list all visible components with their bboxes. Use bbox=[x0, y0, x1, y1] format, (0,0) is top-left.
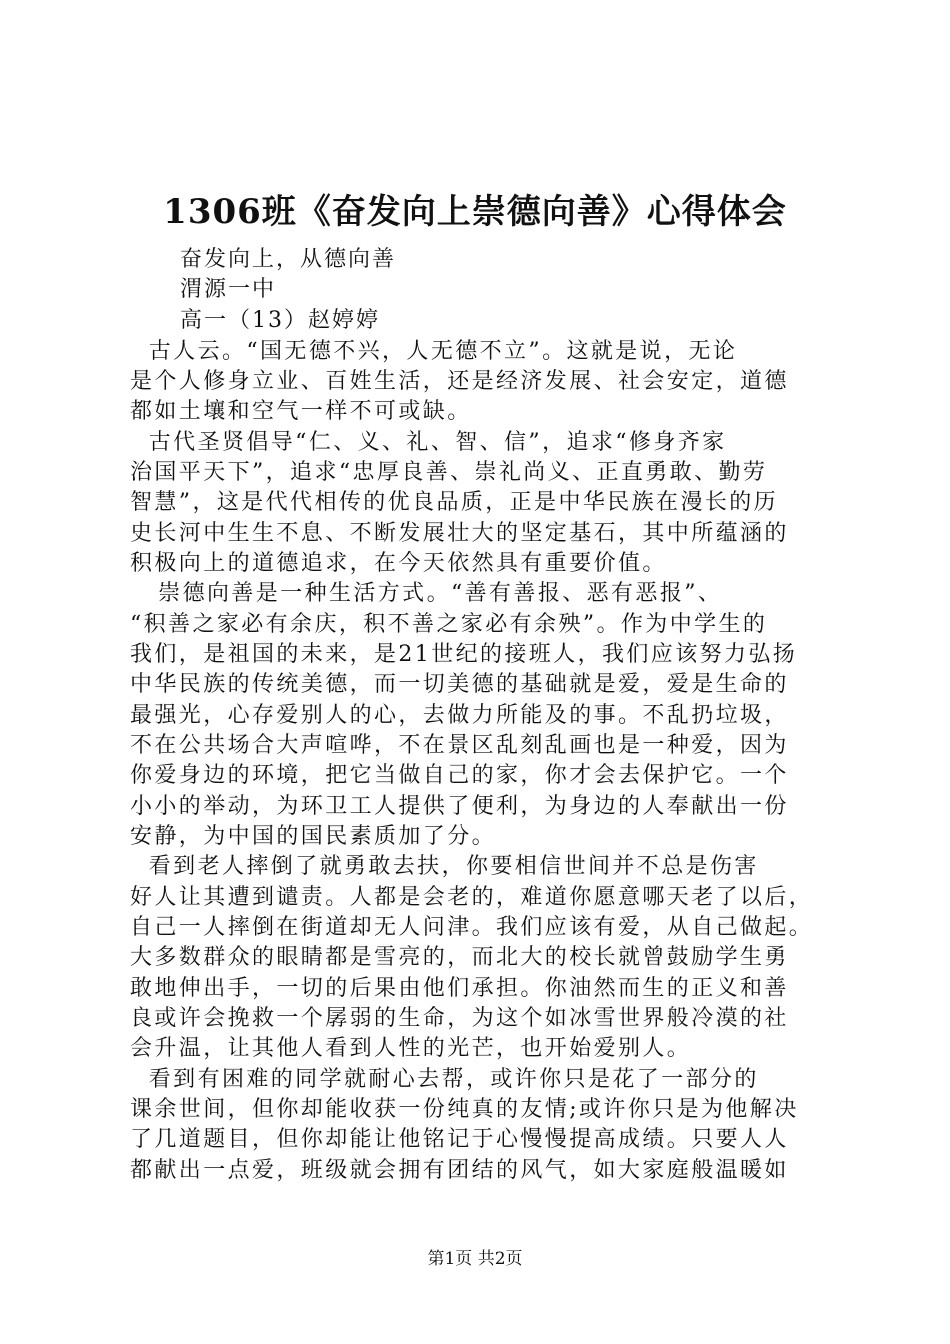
body-line: 敢地伸出手，一切的后果由他们承担。你油然而生的正义和善 bbox=[130, 976, 789, 1001]
body-line: 古代圣贤倡导“仁、义、礼、智、信”，追求“修身齐家 bbox=[130, 430, 727, 455]
body-line: 中华民族的传统美德，而一切美德的基础就是爱，爱是生命的 bbox=[130, 672, 789, 697]
body-line: 古人云。“国无德不兴，人无德不立”。这就是说，无论 bbox=[130, 339, 738, 364]
body-line: 我们，是祖国的未来，是21世纪的接班人，我们应该努力弘扬 bbox=[130, 642, 798, 667]
body-line: 史长河中生生不息、不断发展壮大的坚定基石，其中所蕴涵的 bbox=[130, 521, 789, 546]
body-line: 看到有困难的同学就耐心去帮，或许你只是花了一部分的 bbox=[130, 1067, 759, 1092]
author-line: 高一（13）赵婷婷 bbox=[180, 308, 380, 333]
body-line: 不在公共场合大声喧哗，不在景区乱刻乱画也是一种爱，因为 bbox=[130, 733, 789, 758]
school-line: 渭源一中 bbox=[180, 277, 277, 302]
body-line: 你爱身边的环境，把它当做自己的家，你才会去保护它。一个 bbox=[130, 763, 789, 788]
body-line: 看到老人摔倒了就勇敢去扶，你要相信世间并不总是伤害 bbox=[130, 854, 759, 879]
body-line: 积极向上的道德追求，在今天依然具有重要价值。 bbox=[130, 551, 667, 576]
document-title: 1306班《奋发向上崇德向善》心得体会 bbox=[163, 192, 787, 232]
subtitle-line: 奋发向上，从德向善 bbox=[180, 247, 397, 272]
body-line: 大多数群众的眼睛都是雪亮的，而北大的校长就曾鼓励学生勇 bbox=[130, 945, 789, 970]
body-line: 崇德向善是一种生活方式。“善有善报、恶有恶报”、 bbox=[130, 581, 723, 606]
body-line: 课余世间，但你却能收获一份纯真的友情;或许你只是为他解决 bbox=[130, 1097, 799, 1122]
body-line: 良或许会挽救一个孱弱的生命，为这个如冰雪世界般冷漠的社 bbox=[130, 1006, 789, 1031]
page-footer: 第1页 共2页 bbox=[427, 1249, 523, 1269]
body-line: 最强光，心存爱别人的心，去做力所能及的事。不乱扔垃圾， bbox=[130, 703, 789, 728]
body-line: 好人让其遭到谴责。人都是会老的，难道你愿意哪天老了以后， bbox=[130, 885, 814, 910]
body-line: 智慧”，这是代代相传的优良品质，正是中华民族在漫长的历 bbox=[130, 490, 779, 515]
body-line: 都献出一点爱，班级就会拥有团结的风气，如大家庭般温暖如 bbox=[130, 1158, 789, 1183]
body-line: “积善之家必有余庆，积不善之家必有余殃”。作为中学生的 bbox=[130, 612, 768, 637]
body-line: 治国平天下”，追求“忠厚良善、崇礼尚义、正直勇敢、勤劳 bbox=[130, 460, 768, 485]
body-line: 会升温，让其他人看到人性的光芒，也开始爱别人。 bbox=[130, 1036, 692, 1061]
body-line: 自己一人摔倒在街道却无人问津。我们应该有爱，从自己做起。 bbox=[130, 915, 814, 940]
body-line: 都如土壤和空气一样不可或缺。 bbox=[130, 399, 472, 424]
body-line: 是个人修身立业、百姓生活，还是经济发展、社会安定，道德 bbox=[130, 369, 789, 394]
body-line: 了几道题目，但你却能让他铭记于心慢慢提高成绩。只要人人 bbox=[130, 1127, 789, 1152]
body-line: 安静，为中国的国民素质加了分。 bbox=[130, 824, 497, 849]
body-line: 小小的举动，为环卫工人提供了便利，为身边的人奉献出一份 bbox=[130, 794, 789, 819]
